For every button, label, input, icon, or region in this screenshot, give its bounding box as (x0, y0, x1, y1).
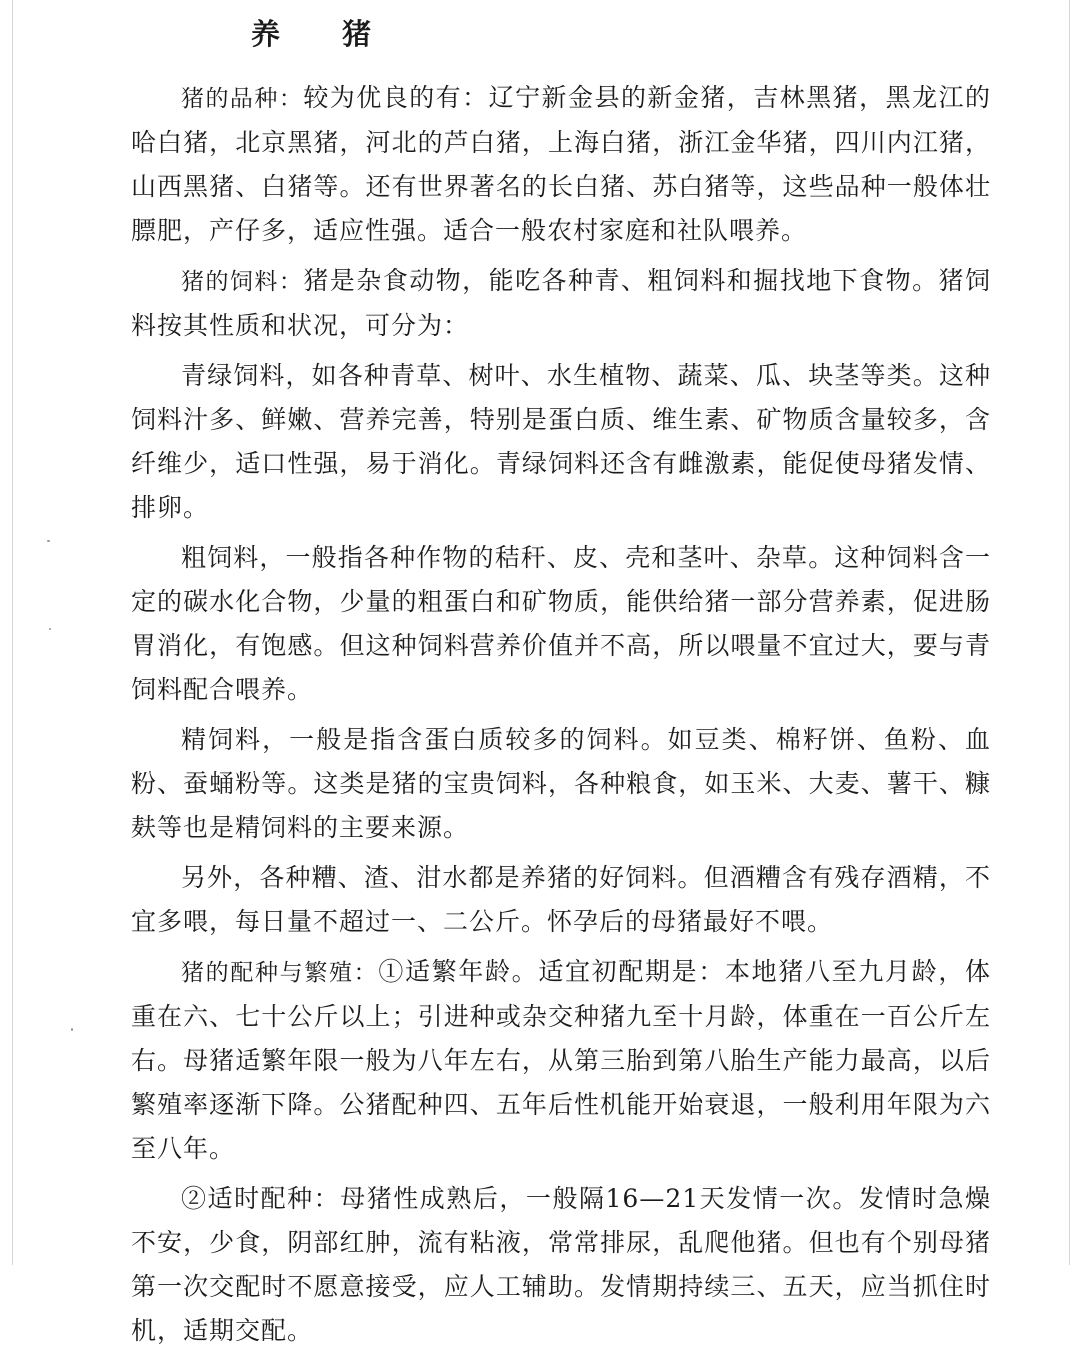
paragraph-breeds (131, 76, 991, 253)
page-title: 养 猪 (251, 17, 398, 51)
scan-speck (49, 628, 51, 630)
paragraph-lead: 猪的配种与繁殖： (181, 960, 379, 986)
paragraph-feed (131, 259, 991, 348)
paragraph-text: ②适时配种：母猪性成熟后，一般隔16—21天发情一次。发情时急燥不安，少食，阴部红肿，流有粘液，常常排尿，乱爬他猪。但也有个别母猪第一次交配时不愿意接受，应人工辅助。发情期持续三、五天，应当抓住时机，适期交配。 (131, 1184, 991, 1345)
paragraph-text: 猪是杂食动物，能吃各种青、粗饲料和掘找地下食物。猪饲料按其性质和状况，可分为： (131, 266, 991, 340)
paragraph-roughage (131, 536, 991, 712)
paragraph-text: 较为优良的有：辽宁新金县的新金猪，吉林黑猪，黑龙江的哈白猪，北京黑猪，河北的芦白猪，上海白猪，浙江金华猪，四川内江猪，山西黑猪、白猪等。还有世界著名的长白猪、苏白猪等，这些品种一般体壮膘肥，产仔多，适应性强。适合一般农村家庭和社队喂养。 (131, 83, 991, 245)
paragraph-byproducts (131, 856, 991, 944)
paragraph-text: 青绿饲料，如各种青草、树叶、水生植物、蔬菜、瓜、块茎等类。这种饲料汁多、鲜嫩、营养完善，特别是蛋白质、维生素、矿物质含量较多，含纤维少，适口性强，易于消化。青绿饲料还含有雌激素，能促使母猪发情、排卵。 (131, 361, 991, 522)
scan-speck (47, 540, 50, 542)
paragraph-text: 粗饲料，一般指各种作物的秸秆、皮、壳和茎叶、杂草。这种饲料含一定的碳水化合物，少量的粗蛋白和矿物质，能供给猪一部分营养素，促进肠胃消化，有饱感。但这种饲料营养价值并不高，所以喂量不宜过大，要与青饲料配合喂养。 (131, 543, 991, 704)
document-body (131, 10, 991, 1359)
paragraph-green-feed (131, 354, 991, 530)
scan-speck (71, 1028, 73, 1031)
paragraph-text: 精饲料，一般是指含蛋白质较多的饲料。如豆类、棉籽饼、鱼粉、血粉、蚕蛹粉等。这类是猪的宝贵饲料，各种粮食，如玉米、大麦、薯干、糠麸等也是精饲料的主要来源。 (131, 725, 991, 842)
paragraph-lead: 猪的饲料： (181, 269, 304, 295)
paragraph-text: ①适繁年龄。适宜初配期是：本地猪八至九月龄，体重在六、七十公斤以上；引进种或杂交种猪九至十月龄，体重在一百公斤左右。母猪适繁年限一般为八年左右，从第三胎到第八胎生产能力最高，以后繁殖率逐渐下降。公猪配种四、五年后性机能开始衰退，一般利用年限为六至八年。 (131, 957, 992, 1163)
paragraph-timely-mating (131, 1177, 991, 1353)
paragraph-breeding-age (131, 950, 991, 1171)
paragraph-concentrate (131, 718, 991, 850)
scanned-page (12, 0, 1070, 1345)
paragraph-text: 另外，各种糟、渣、泔水都是养猪的好饲料。但酒糟含有残存酒精，不宜多喂，每日量不超过一、二公斤。怀孕后的母猪最好不喂。 (131, 863, 991, 936)
paragraph-lead: 猪的品种： (181, 86, 304, 112)
